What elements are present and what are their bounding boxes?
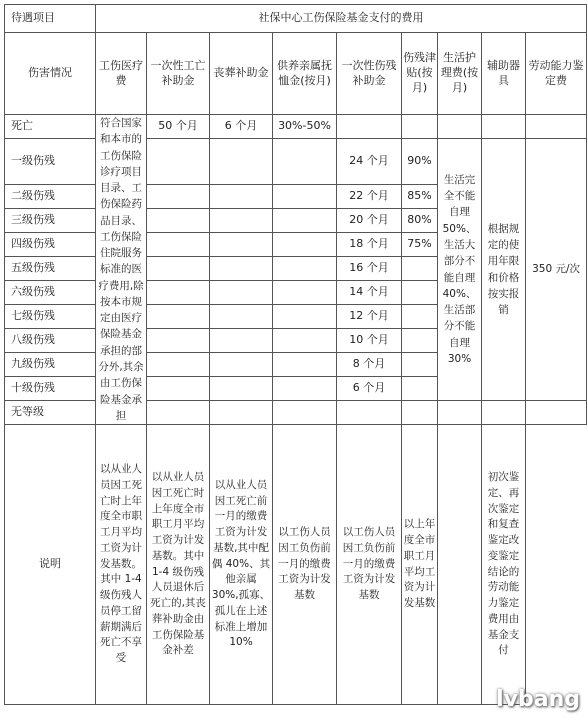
allowance-cell bbox=[402, 257, 438, 281]
treatment-item-header: 待遇项目 bbox=[5, 5, 96, 33]
funeral-cell: 6 个月 bbox=[210, 115, 273, 139]
note-funeral: 以从业人员因工死亡时上年度全市职工月平均工资为计发基数。其中 1-4 级伤残人员退休后死亡的,其丧葬补助金由工伤保险基金补差 bbox=[147, 425, 210, 705]
appraisal-fee-cell: 350 元/次 bbox=[526, 139, 587, 401]
allowance-cell bbox=[402, 115, 438, 139]
row-label: 七级伤残 bbox=[5, 305, 96, 329]
row-label: 四级伤残 bbox=[5, 233, 96, 257]
allowance-cell: 80% bbox=[402, 209, 438, 233]
row-label: 一级伤残 bbox=[5, 139, 96, 185]
disability-lump-cell bbox=[337, 115, 402, 139]
disability-lump-cell: 6 个月 bbox=[337, 377, 402, 401]
col-header-disability-lump: 一次性伤残补助金 bbox=[337, 33, 402, 115]
injury-benefits-table bbox=[4, 4, 587, 705]
disability-lump-cell: 12 个月 bbox=[337, 305, 402, 329]
nursing-fee-cell: 生活完全不能自理 50%、生活大部分不能自理 40%、生活部分不能自理 30% bbox=[438, 139, 482, 401]
disability-lump-cell: 14 个月 bbox=[337, 281, 402, 305]
row-label: 八级伤残 bbox=[5, 329, 96, 353]
disability-lump-cell bbox=[337, 401, 402, 425]
disability-lump-cell: 8 个月 bbox=[337, 353, 402, 377]
death-lump-cell: 50 个月 bbox=[147, 115, 210, 139]
disability-lump-cell: 16 个月 bbox=[337, 257, 402, 281]
note-appraisal: 初次鉴定、再次鉴定和复查鉴定改变鉴定结论的劳动能力鉴定费用由基金支付 bbox=[482, 425, 526, 705]
disability-lump-cell: 10 个月 bbox=[337, 329, 402, 353]
note-allowance: 以工伤人员因工负伤前一月的缴费工资为计发基数 bbox=[337, 425, 402, 705]
row-label: 十级伤残 bbox=[5, 377, 96, 401]
allowance-cell bbox=[402, 305, 438, 329]
watermark-logo: lvbang bbox=[496, 687, 580, 712]
fund-group-title: 社保中心工伤保险基金支付的费用 bbox=[96, 5, 587, 33]
allowance-cell bbox=[402, 329, 438, 353]
equipment-cell bbox=[482, 115, 526, 139]
allowance-cell bbox=[402, 281, 438, 305]
appraisal-cell bbox=[526, 115, 587, 139]
note-equipment bbox=[438, 425, 482, 705]
nursing-cell bbox=[438, 115, 482, 139]
note-nursing: 以上年度全市职工月平均工资为计发基数 bbox=[402, 425, 438, 705]
row-label: 二级伤残 bbox=[5, 185, 96, 209]
col-header-appraisal: 劳动能力鉴定费 bbox=[526, 33, 587, 115]
col-header-equipment: 辅助器具 bbox=[482, 33, 526, 115]
disability-lump-cell: 18 个月 bbox=[337, 233, 402, 257]
col-header-medical: 工伤医疗费 bbox=[96, 33, 147, 115]
note-disability-lump: 以工伤人员因工负伤前一月的缴费工资为计发基数 bbox=[273, 425, 337, 705]
allowance-cell bbox=[402, 377, 438, 401]
notes-label: 说明 bbox=[5, 425, 96, 705]
table-row bbox=[5, 115, 587, 139]
notes-row bbox=[5, 425, 587, 705]
row-label: 无等级 bbox=[5, 401, 96, 425]
survivor-cell: 30%-50% bbox=[273, 115, 337, 139]
row-label: 三级伤残 bbox=[5, 209, 96, 233]
note-death-lump: 以从业人员因工死亡时上年度全市职工月平均工资为计发基数。其中 1-4 级伤残人员停工留薪期满后死亡不享受 bbox=[96, 425, 147, 705]
row-label: 九级伤残 bbox=[5, 353, 96, 377]
disability-lump-cell: 22 个月 bbox=[337, 185, 402, 209]
disability-lump-cell: 24 个月 bbox=[337, 139, 402, 185]
col-header-death-lump: 一次性工亡补助金 bbox=[147, 33, 210, 115]
injury-situation-header: 伤害情况 bbox=[5, 33, 96, 115]
row-label: 六级伤残 bbox=[5, 281, 96, 305]
col-header-funeral: 丧葬补助金 bbox=[210, 33, 273, 115]
note-survivor: 以从业人员因工死亡前一月的缴费工资为计发基数,其中配偶 40%、其他亲属 30%,孤寡、孤儿在上述标准上增加 10% bbox=[210, 425, 273, 705]
allowance-cell bbox=[402, 353, 438, 377]
allowance-cell: 75% bbox=[402, 233, 438, 257]
allowance-cell bbox=[402, 401, 438, 425]
row-label: 死亡 bbox=[5, 115, 96, 139]
col-header-survivor: 供养亲属抚恤金(按月) bbox=[273, 33, 337, 115]
disability-lump-cell: 20 个月 bbox=[337, 209, 402, 233]
equipment-cell: 根据规定的使用年限和价格按实报销 bbox=[482, 139, 526, 401]
table-row bbox=[5, 401, 587, 425]
allowance-cell: 85% bbox=[402, 185, 438, 209]
col-header-allowance: 伤残津贴(按月) bbox=[402, 33, 438, 115]
row-label: 五级伤残 bbox=[5, 257, 96, 281]
table-row bbox=[5, 139, 587, 185]
medical-expense-cell: 符合国家和本市的工伤保险诊疗项目目录、工伤保险药品目录、工伤保险住院服务标准的医疗费用,除按本市规定由医疗保险基金承担的部分外,其余由工伤保险基金承担 bbox=[96, 115, 147, 425]
col-header-nursing: 生活护理费(按月) bbox=[438, 33, 482, 115]
allowance-cell: 90% bbox=[402, 139, 438, 185]
